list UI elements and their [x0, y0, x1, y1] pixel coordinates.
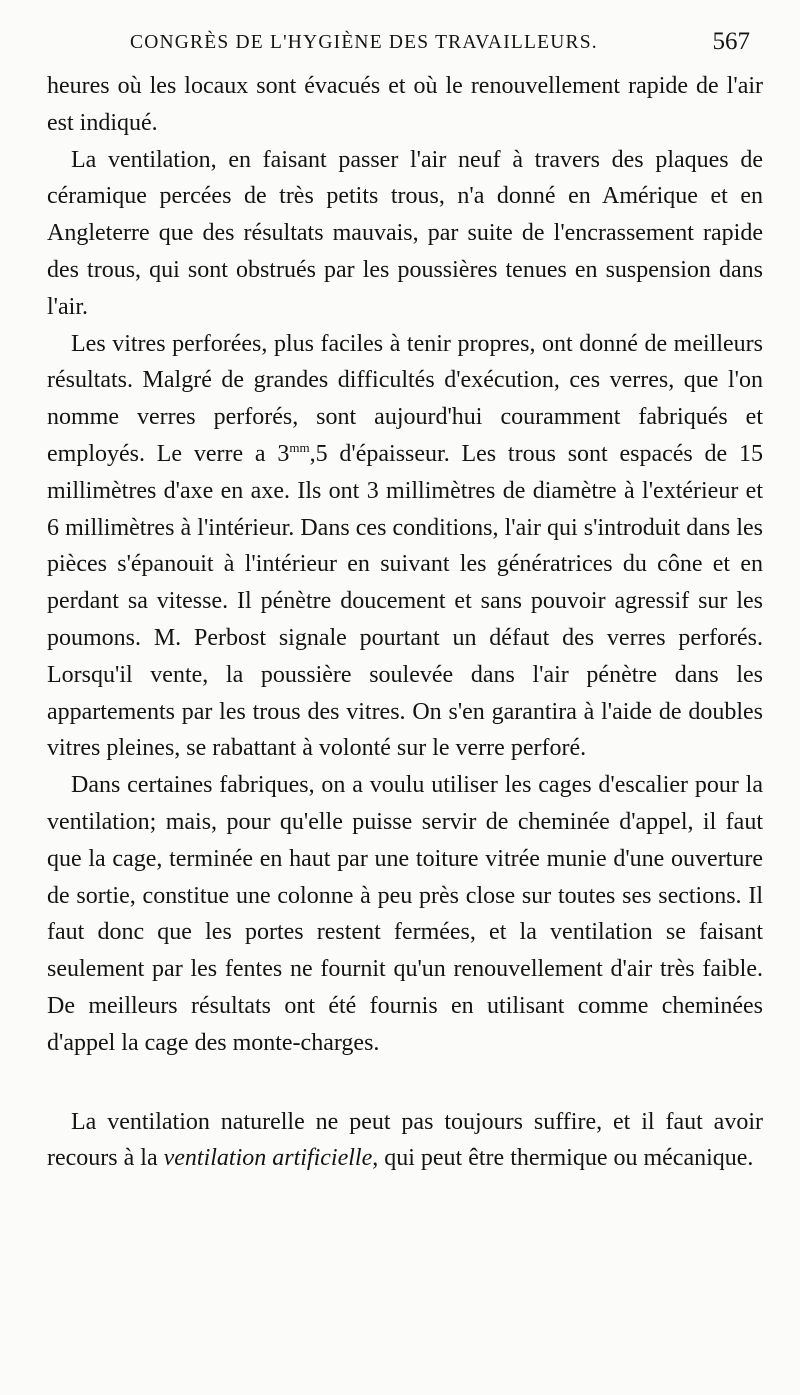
page-number: 567 [712, 28, 750, 55]
paragraph-2: La ventilation, en faisant passer l'air neuf à travers des plaques de céramique percées de très petits trous, n'a donné en Amérique et en Angleterre que des résultats mauvais, par suite de l'encrassement rapide des trous, qui sont obstrués par les poussières tenues en suspension dans l'air. [47, 146, 763, 320]
paragraph-3-part-a: Les vitres perforées, plus faciles à tenir propres, ont donné de meilleurs résultats. Malgré de grandes difficultés d'exécution, ces verres, que l'on nomme verres perforés, sont aujourd'hui couramment fabriqués et employés. Le verre a 3 [47, 330, 763, 467]
millimeter-superscript: mm [289, 439, 310, 455]
running-head: CONGRÈS DE L'HYGIÈNE DES TRAVAILLEURS. [130, 32, 598, 53]
paragraph-5-part-a: La ventilation naturelle ne peut pas toujours suffire, et il faut avoir recours à la [47, 1108, 763, 1172]
paragraph-3 [47, 326, 763, 768]
paragraph-3-part-b: ,5 d'épaisseur. Les trous sont espacés de 15 millimètres d'axe en axe. Ils ont 3 millimètres de diamètre à l'extérieur et 6 millimètres à l'intérieur. Dans ces conditions, l'air qui s'introduit dans les pièces s'épanouit à l'intérieur en suivant les génératrices du cône et en perdant sa vitesse. Il pénètre doucement et sans pouvoir agressif sur les poumons. M. Perbost signale pourtant un défaut des verres perforés. Lorsqu'il vente, la poussière soulevée dans l'air pénètre dans les appartements par les trous des vitres. On s'en garantira à l'aide de doubles vitres pleines, se rabattant à volonté sur le verre perforé. [47, 440, 763, 762]
page-header [0, 28, 800, 64]
body-text [47, 68, 763, 1177]
paragraph-4: Dans certaines fabriques, on a voulu utiliser les cages d'escalier pour la ventilation; mais, pour qu'elle puisse servir de cheminée d'appel, il faut que la cage, terminée en haut par une toiture vitrée munie d'une ouverture de sortie, constitue une colonne à peu près close sur toutes ses sections. Il faut donc que les portes restent fermées, et la ventilation se faisant seulement par les fentes ne fournit qu'un renouvellement d'air très faible. De meilleurs résultats ont été fournis en utilisant comme cheminées d'appel la cage des monte-charges. [47, 772, 763, 1056]
emphasized-term: ventilation artificielle [163, 1145, 373, 1172]
paragraph-5-part-b: , qui peut être thermique ou mécanique. [372, 1145, 754, 1172]
paragraph-5 [47, 1104, 763, 1178]
paragraph-1: heures où les locaux sont évacués et où le renouvellement rapide de l'air est indiqué. [47, 73, 763, 136]
